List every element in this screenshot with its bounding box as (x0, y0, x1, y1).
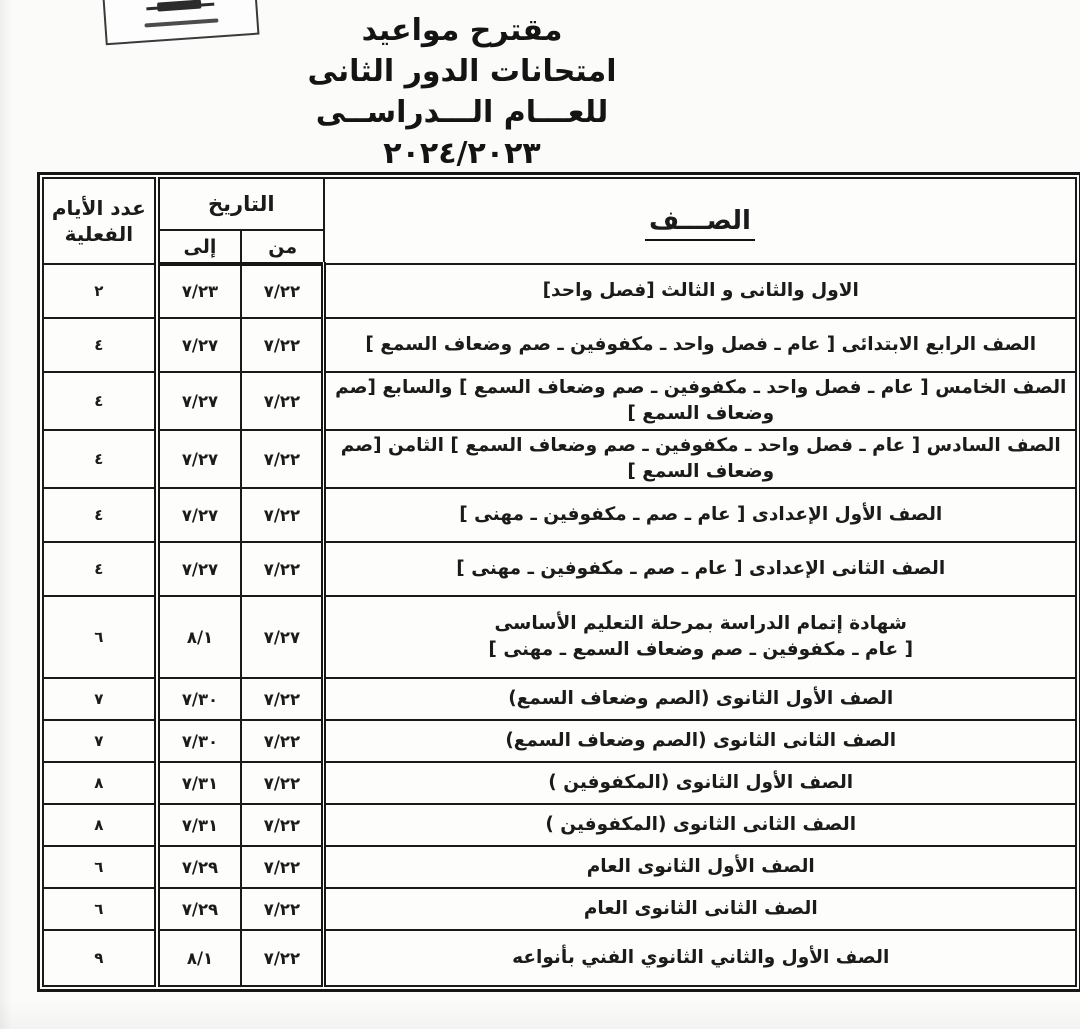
table-row (43, 720, 1076, 762)
stamp-illegible-emblem (157, 0, 202, 12)
days-count-cell: ٤ (43, 318, 157, 372)
grade-cell (324, 804, 1076, 846)
grade-cell (324, 888, 1076, 930)
from-date-cell: ٧/٢٢ (241, 846, 324, 888)
from-date-cell: ٧/٢٢ (241, 930, 324, 986)
from-date-cell: ٧/٢٢ (241, 488, 324, 542)
to-date-cell: ٧/٢٧ (157, 430, 242, 488)
grade-cell (324, 930, 1076, 986)
table-row (43, 430, 1076, 488)
from-date-cell: ٧/٢٢ (241, 542, 324, 596)
to-date-cell: ٨/١ (157, 596, 242, 678)
from-date-cell: ٧/٢٢ (241, 318, 324, 372)
to-date-cell: ٨/١ (157, 930, 242, 986)
table-row (43, 596, 1076, 678)
grade-text: الصف الثانى الثانوى (الصم وضعاف السمع) (505, 730, 897, 751)
grade-cell (324, 372, 1076, 430)
schedule-table (42, 177, 1077, 987)
to-date-cell: ٧/٢٣ (157, 264, 242, 318)
table-row (43, 372, 1076, 430)
grade-text: الصف الثانى الثانوى (المكفوفين ) (545, 814, 857, 835)
days-count-cell: ٨ (43, 804, 157, 846)
to-date-cell: ٧/٣١ (157, 762, 242, 804)
from-date-cell: ٧/٢٢ (241, 888, 324, 930)
days-count-cell: ٦ (43, 596, 157, 678)
grade-text: الصف الأول والثاني الثانوي الفني بأنواعه (512, 947, 890, 968)
table-row (43, 804, 1076, 846)
grade-cell (324, 318, 1076, 372)
grade-text: الصف الخامس [ عام ـ فصل واحد ـ مكفوفين ـ صم وضعاف السمع ] والسابع [صم وضعاف السمع ] (335, 377, 1067, 424)
table-row (43, 846, 1076, 888)
grade-text-line2: [ عام ـ مكفوفين ـ صم وضعاف السمع ـ مهنى ] (488, 639, 914, 660)
grade-cell (324, 678, 1076, 720)
grade-text: الصف الأول الإعدادى [ عام ـ صم ـ مكفوفين ـ مهنى ] (459, 504, 943, 525)
from-date-cell: ٧/٢٢ (241, 430, 324, 488)
to-date-cell: ٧/٢٩ (157, 846, 242, 888)
grade-text: الاول والثانى و الثالث [فصل واحد] (542, 280, 859, 301)
days-count-cell: ٧ (43, 720, 157, 762)
to-date-cell: ٧/٢٩ (157, 888, 242, 930)
schedule-table-frame (37, 172, 1080, 992)
header-days-line2: الفعلية (64, 222, 134, 246)
days-count-cell: ٤ (43, 372, 157, 430)
header-date: التاريخ (157, 178, 324, 230)
grade-cell (324, 720, 1076, 762)
header-days (43, 178, 157, 264)
grade-text: الصف الأول الثانوى (الصم وضعاف السمع) (508, 688, 894, 709)
days-count-cell: ٤ (43, 542, 157, 596)
header-from: من (241, 230, 324, 264)
from-date-cell: ٧/٢٢ (241, 678, 324, 720)
header-grade-label: الصـــف (645, 206, 755, 241)
grade-text: الصف الثانى الثانوى العام (583, 898, 818, 919)
days-count-cell: ٧ (43, 678, 157, 720)
from-date-cell: ٧/٢٢ (241, 264, 324, 318)
header-grade (324, 178, 1076, 264)
from-date-cell: ٧/٢٢ (241, 804, 324, 846)
from-date-cell: ٧/٢٧ (241, 596, 324, 678)
stamp-illegible-text (144, 18, 218, 27)
to-date-cell: ٧/٢٧ (157, 542, 242, 596)
days-count-cell: ٤ (43, 430, 157, 488)
schedule-table-body (43, 264, 1076, 986)
from-date-cell: ٧/٢٢ (241, 720, 324, 762)
table-row (43, 888, 1076, 930)
schedule-table-header (43, 178, 1076, 264)
grade-text: الصف السادس [ عام ـ فصل واحد ـ مكفوفين ـ صم وضعاف السمع ] الثامن [صم وضعاف السمع ] (340, 435, 1061, 482)
table-row (43, 678, 1076, 720)
to-date-cell: ٧/٢٧ (157, 488, 242, 542)
grade-cell (324, 542, 1076, 596)
grade-text: الصف الرابع الابتدائى [ عام ـ فصل واحد ـ مكفوفين ـ صم وضعاف السمع ] (365, 334, 1037, 355)
grade-cell (324, 846, 1076, 888)
table-row (43, 542, 1076, 596)
days-count-cell: ٦ (43, 846, 157, 888)
grade-text: شهادة إتمام الدراسة بمرحلة التعليم الأساسى (494, 613, 908, 634)
grade-cell (324, 596, 1076, 678)
title-line-2: امتحانات الدور الثانى (307, 54, 617, 89)
title-line-3: للعـــام الـــدراســى ٢٠٢٤/٢٠٢٣ (315, 95, 609, 171)
to-date-cell: ٧/٢٧ (157, 318, 242, 372)
title-line-1: مقترح مواعيد (361, 13, 563, 48)
grade-cell (324, 762, 1076, 804)
days-count-cell: ٤ (43, 488, 157, 542)
days-count-cell: ٢ (43, 264, 157, 318)
grade-cell (324, 488, 1076, 542)
to-date-cell: ٧/٣١ (157, 804, 242, 846)
table-row (43, 264, 1076, 318)
table-row (43, 930, 1076, 986)
days-count-cell: ٩ (43, 930, 157, 986)
from-date-cell: ٧/٢٢ (241, 762, 324, 804)
header-days-line1: عدد الأيام (51, 196, 146, 220)
grade-text: الصف الأول الثانوى (المكفوفين ) (548, 772, 854, 793)
from-date-cell: ٧/٢٢ (241, 372, 324, 430)
to-date-cell: ٧/٣٠ (157, 678, 242, 720)
days-count-cell: ٨ (43, 762, 157, 804)
to-date-cell: ٧/٣٠ (157, 720, 242, 762)
to-date-cell: ٧/٢٧ (157, 372, 242, 430)
grade-cell (324, 430, 1076, 488)
stamp (101, 0, 260, 45)
grade-text: الصف الثانى الإعدادى [ عام ـ صم ـ مكفوفين ـ مهنى ] (456, 558, 946, 579)
grade-text: الصف الأول الثانوى العام (586, 856, 815, 877)
table-row (43, 488, 1076, 542)
header-to: إلى (157, 230, 242, 264)
page-title (272, 10, 652, 174)
grade-cell (324, 264, 1076, 318)
table-row (43, 762, 1076, 804)
table-row (43, 318, 1076, 372)
days-count-cell: ٦ (43, 888, 157, 930)
